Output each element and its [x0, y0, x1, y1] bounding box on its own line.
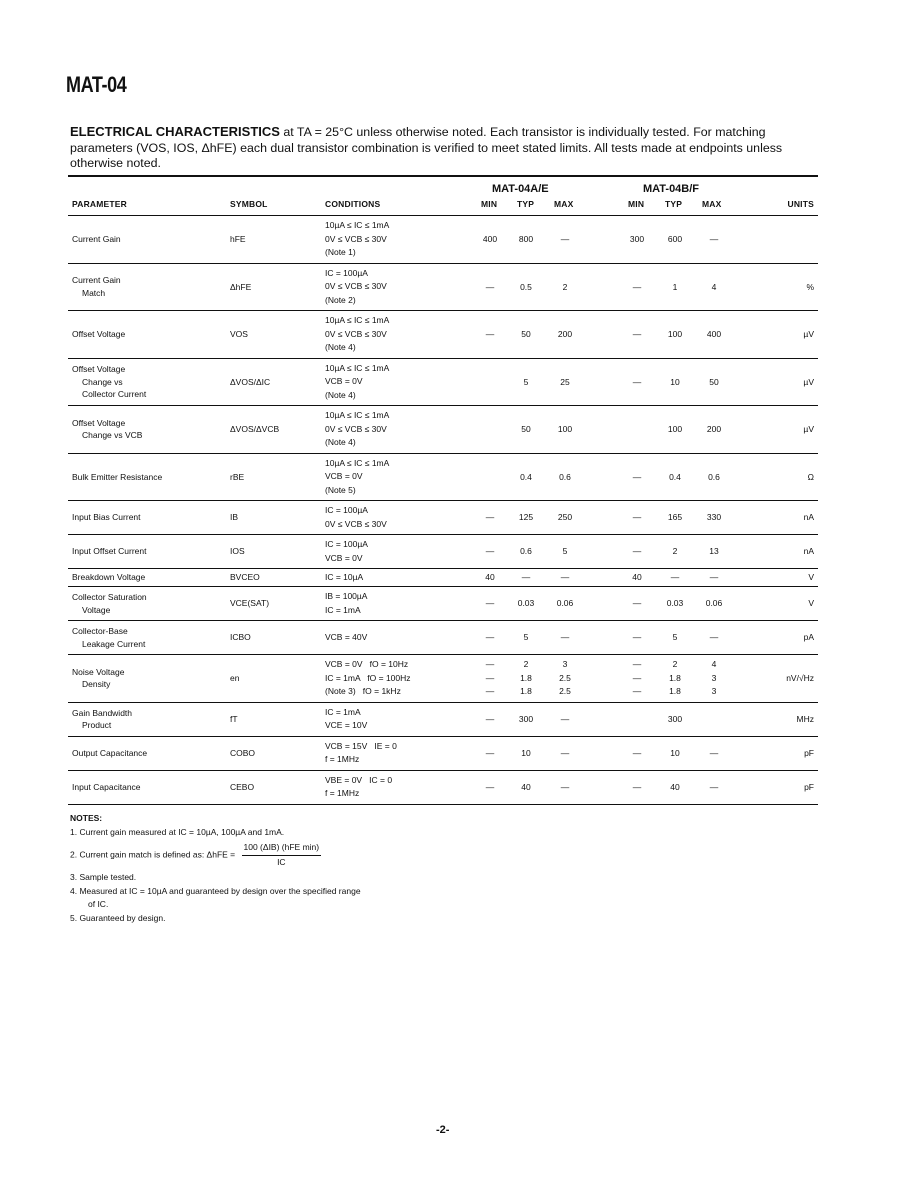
a-max-cell: 2 [562, 281, 568, 292]
column-header-row [68, 193, 818, 216]
intro-bold: ELECTRICAL CHARACTERISTICS [70, 124, 280, 139]
a-min-cell: 40 [485, 572, 495, 583]
parameter-cell: Product [82, 720, 112, 730]
parameter-cell: Bulk Emitter Resistance [72, 471, 163, 482]
condition-cell: 10µA ≤ IC ≤ 1mA [325, 457, 390, 468]
parameter-cell: Input Offset Current [72, 546, 147, 557]
parameter-cell: Noise Voltage [72, 666, 125, 677]
b-max-cell: 200 [706, 424, 722, 434]
header-parameter: PARAMETER [72, 199, 128, 209]
a-max-cell: 3 2.5 2.5 [559, 659, 571, 696]
note-4: 4. Measured at IC = 10µA and guaranteed by design over the specified range [70, 885, 361, 896]
condition-cell: IC = 100µA [325, 267, 368, 278]
header-a-max: MAX [554, 199, 574, 209]
symbol-cell: IOS [230, 546, 245, 557]
a-max-cell: — [560, 713, 570, 724]
note-2-numerator: 100 (ΔIB) (hFE min) [242, 841, 322, 856]
header-b-min: MIN [628, 199, 645, 209]
a-max-cell: — [560, 781, 570, 792]
b-min-cell: 300 [629, 234, 645, 244]
b-min-cell: — [632, 632, 642, 643]
table-row [68, 569, 818, 587]
a-typ-cell: 50 [521, 424, 531, 434]
parameter-cell: Offset Voltage [72, 329, 126, 339]
parameter-cell: Collector Current [82, 389, 147, 399]
condition-cell: IC = 100µA [325, 505, 368, 515]
a-min-cell: — [485, 747, 495, 758]
units-cell: MHz [796, 713, 814, 724]
b-typ-cell: 600 [667, 234, 683, 244]
a-typ-cell: 300 [518, 713, 534, 724]
a-typ-cell: 10 [521, 747, 531, 758]
a-typ-cell: — [521, 572, 531, 583]
a-max-cell: 5 [562, 546, 568, 557]
symbol-cell: BVCEO [230, 572, 260, 583]
parameter-cell: Gain Bandwidth [72, 707, 133, 718]
condition-cell: (Note 2) [325, 294, 356, 305]
condition-cell: VCB = 0V [325, 471, 363, 481]
units-cell: µV [803, 329, 814, 339]
note-2-prefix: 2. Current gain match is defined as: ΔhFE = [70, 849, 236, 860]
units-cell: % [806, 281, 814, 292]
condition-cell: 10µA ≤ IC ≤ 1mA [325, 220, 390, 230]
a-typ-cell: 2 1.8 1.8 [520, 659, 532, 696]
symbol-cell: CEBO [230, 781, 255, 792]
condition-cell: f = 1MHz [325, 788, 360, 798]
condition-cell: VBE = 0V IC = 0 [325, 774, 393, 785]
a-min-cell: — [485, 546, 495, 557]
units-cell: nA [803, 546, 814, 557]
units-cell: Ω [807, 471, 814, 482]
condition-cell: (Note 4) [325, 437, 356, 447]
header-a-min: MIN [481, 199, 498, 209]
symbol-cell: VOS [230, 329, 248, 339]
b-typ-cell: 300 [667, 713, 683, 724]
b-max-cell: 0.6 [708, 471, 720, 482]
b-max-cell: 0.06 [705, 598, 723, 609]
table-row [68, 454, 818, 502]
units-cell: nA [803, 512, 814, 523]
b-typ-cell: — [670, 572, 680, 583]
group-a-header: MAT-04A/E [492, 183, 549, 195]
table-row [68, 621, 818, 655]
note-1: 1. Current gain measured at IC = 10µA, 100µA and 1mA. [70, 826, 285, 837]
note-2-denominator: IC [277, 856, 286, 867]
a-min-cell: — [485, 329, 495, 339]
b-min-cell: — [632, 598, 642, 609]
b-typ-cell: 5 [672, 632, 678, 643]
b-max-cell: 400 [706, 329, 722, 339]
table-row [68, 216, 818, 264]
table-row [68, 406, 818, 454]
b-max-cell: — [709, 572, 719, 583]
header-b-typ: TYP [665, 199, 683, 209]
a-min-cell: — [485, 598, 495, 609]
notes-section [70, 812, 361, 925]
parameter-cell: Current Gain [72, 275, 121, 286]
parameter-cell: Collector Saturation [72, 592, 147, 602]
parameter-cell: Offset Voltage [72, 364, 126, 374]
condition-cell: IC = 100µA [325, 539, 368, 549]
a-max-cell: 200 [557, 329, 573, 339]
table-row [68, 501, 818, 535]
b-min-cell: — [632, 471, 642, 482]
condition-cell: 0V ≤ VCB ≤ 30V [325, 281, 387, 291]
b-typ-cell: 100 [667, 329, 683, 339]
condition-cell: IC = 1mA fO = 100Hz [325, 672, 411, 683]
symbol-cell: ΔVOS/ΔVCB [230, 424, 280, 434]
a-max-cell: — [560, 632, 570, 643]
symbol-cell: IB [230, 512, 239, 523]
intro-paragraph [70, 124, 818, 172]
note-2 [70, 841, 361, 869]
b-max-cell: 50 [709, 376, 719, 387]
condition-cell: VCE = 10V [325, 720, 368, 730]
symbol-cell: ΔVOS/ΔIC [230, 376, 271, 387]
parameter-cell: Change vs VCB [82, 430, 143, 441]
condition-cell: IC = 1mA [325, 604, 361, 615]
condition-cell: VCB = 0V fO = 10Hz [325, 659, 409, 669]
table-row [68, 771, 818, 805]
condition-cell: VCB = 0V [325, 376, 363, 386]
condition-cell: (Note 1) [325, 247, 356, 257]
header-b-max: MAX [702, 199, 722, 209]
b-typ-cell: 0.03 [666, 598, 684, 609]
group-b-header: MAT-04B/F [643, 183, 700, 195]
group-header-row [68, 177, 818, 193]
parameter-cell: Input Capacitance [72, 781, 141, 792]
b-typ-cell: 2 [672, 546, 678, 557]
condition-cell: (Note 4) [325, 389, 356, 400]
a-typ-cell: 0.4 [520, 471, 532, 482]
condition-cell: 0V ≤ VCB ≤ 30V [325, 423, 387, 434]
b-min-cell: — [632, 512, 642, 523]
condition-cell: VCB = 0V [325, 552, 363, 563]
b-max-cell: 4 3 3 [711, 659, 717, 696]
note-2-fraction [242, 841, 322, 869]
b-min-cell: — [632, 747, 642, 758]
condition-cell: (Note 5) [325, 484, 356, 495]
parameter-cell: Offset Voltage [72, 417, 126, 428]
a-min-cell: — [485, 713, 495, 724]
units-cell: µV [803, 376, 814, 387]
symbol-cell: en [230, 673, 240, 683]
parameter-cell: Leakage Current [82, 638, 146, 649]
symbol-cell: hFE [230, 234, 246, 244]
symbol-cell: fT [230, 713, 238, 724]
b-max-cell: — [709, 781, 719, 792]
a-min-cell: — [485, 281, 495, 292]
a-max-cell: 0.06 [556, 598, 574, 609]
a-typ-cell: 5 [523, 632, 529, 643]
b-min-cell: — — — [632, 659, 642, 696]
header-a-typ: TYP [517, 199, 535, 209]
condition-cell: 0V ≤ VCB ≤ 30V [325, 233, 387, 244]
units-cell: pA [803, 632, 814, 643]
b-typ-cell: 1 [672, 281, 678, 292]
a-typ-cell: 5 [523, 376, 529, 387]
table-row [68, 587, 818, 621]
electrical-characteristics-table [68, 175, 818, 805]
condition-cell: IB = 100µA [325, 591, 368, 601]
header-units: UNITS [787, 199, 814, 209]
table-row [68, 703, 818, 737]
parameter-cell: Output Capacitance [72, 747, 148, 758]
b-min-cell: — [632, 546, 642, 557]
symbol-cell: COBO [230, 747, 256, 758]
table-body [68, 216, 818, 805]
b-max-cell: 330 [706, 512, 722, 523]
a-min-cell: — [485, 781, 495, 792]
parameter-cell: Breakdown Voltage [72, 572, 146, 583]
parameter-cell: Match [82, 287, 106, 298]
units-cell: µV [803, 424, 814, 434]
parameter-cell: Input Bias Current [72, 512, 141, 523]
b-typ-cell: 0.4 [669, 471, 681, 482]
b-max-cell: 13 [709, 546, 719, 557]
a-typ-cell: 800 [518, 234, 534, 244]
b-typ-cell: 10 [670, 376, 680, 387]
a-max-cell: — [560, 572, 570, 583]
symbol-cell: ICBO [230, 632, 251, 643]
b-min-cell: 40 [632, 572, 642, 583]
condition-cell: VCB = 15V IE = 0 [325, 740, 397, 751]
condition-cell: 0V ≤ VCB ≤ 30V [325, 328, 387, 339]
a-max-cell: — [560, 747, 570, 758]
b-min-cell: — [632, 376, 642, 387]
symbol-cell: VCE(SAT) [230, 598, 270, 609]
a-min-cell: — [485, 512, 495, 523]
condition-cell: 10µA ≤ IC ≤ 1mA [325, 362, 390, 373]
symbol-cell: ΔhFE [230, 281, 252, 292]
a-typ-cell: 0.03 [517, 598, 535, 609]
parameter-cell: Change vs [82, 376, 123, 387]
a-max-cell: 0.6 [559, 471, 571, 482]
header-symbol: SYMBOL [230, 199, 268, 209]
a-max-cell: 25 [560, 376, 570, 387]
b-min-cell: — [632, 281, 642, 292]
parameter-cell: Density [82, 679, 111, 690]
b-min-cell: — [632, 329, 642, 339]
b-min-cell: — [632, 781, 642, 792]
b-typ-cell: 2 1.8 1.8 [669, 659, 681, 696]
note-5: 5. Guaranteed by design. [70, 912, 166, 923]
units-cell: pF [804, 781, 814, 792]
table-row [68, 359, 818, 407]
page-number: -2- [436, 1124, 450, 1136]
condition-cell: 10µA ≤ IC ≤ 1mA [325, 315, 390, 325]
note-4-continuation: of IC. [88, 899, 109, 909]
b-max-cell: — [709, 632, 719, 643]
table-row [68, 311, 818, 359]
a-typ-cell: 125 [518, 512, 534, 523]
table-row [68, 655, 818, 703]
a-typ-cell: 40 [521, 781, 531, 792]
b-typ-cell: 10 [670, 747, 680, 758]
units-cell: V [808, 598, 814, 609]
b-typ-cell: 40 [670, 781, 680, 792]
symbol-cell: rBE [230, 471, 245, 482]
condition-cell: IC = 10µA [325, 571, 364, 582]
a-typ-cell: 50 [521, 329, 531, 339]
a-max-cell: 250 [557, 512, 573, 523]
condition-cell: (Note 3) fO = 1kHz [325, 686, 401, 696]
condition-cell: IC = 1mA [325, 706, 361, 717]
condition-cell: (Note 4) [325, 342, 356, 352]
parameter-cell: Current Gain [72, 234, 121, 244]
header-conditions: CONDITIONS [325, 199, 381, 209]
units-cell: pF [804, 747, 814, 758]
parameter-cell: Collector-Base [72, 626, 128, 636]
table-row [68, 535, 818, 569]
intro-text: at TA = 25°C unless otherwise noted. Each transistor is individually tested. For matching parameters (VOS, IOS, ΔhFE) each dual transistor combination is verified to meet stated limits. All tests made at endpoints unless otherwise noted. [70, 125, 783, 170]
b-max-cell: — [709, 234, 719, 244]
a-max-cell: — [560, 234, 570, 244]
b-typ-cell: 165 [667, 512, 683, 523]
condition-cell: VCB = 40V [325, 631, 368, 642]
a-max-cell: 100 [557, 424, 573, 434]
table-row [68, 737, 818, 771]
units-cell: V [808, 572, 814, 583]
parameter-cell: Voltage [82, 604, 111, 615]
a-min-cell: 400 [482, 234, 498, 244]
a-min-cell: — [485, 632, 495, 643]
table-row [68, 264, 818, 312]
a-typ-cell: 0.6 [520, 546, 532, 557]
a-typ-cell: 0.5 [520, 281, 532, 292]
units-cell: nV/√Hz [786, 673, 814, 683]
b-max-cell: 4 [711, 281, 717, 292]
page-title: MAT-04 [66, 72, 127, 97]
b-max-cell: — [709, 747, 719, 758]
condition-cell: 0V ≤ VCB ≤ 30V [325, 518, 387, 529]
notes-heading: NOTES: [70, 813, 103, 823]
note-3: 3. Sample tested. [70, 872, 137, 882]
condition-cell: 10µA ≤ IC ≤ 1mA [325, 410, 390, 420]
a-min-cell: — — — [485, 659, 495, 696]
condition-cell: f = 1MHz [325, 754, 360, 764]
b-typ-cell: 100 [667, 424, 683, 434]
